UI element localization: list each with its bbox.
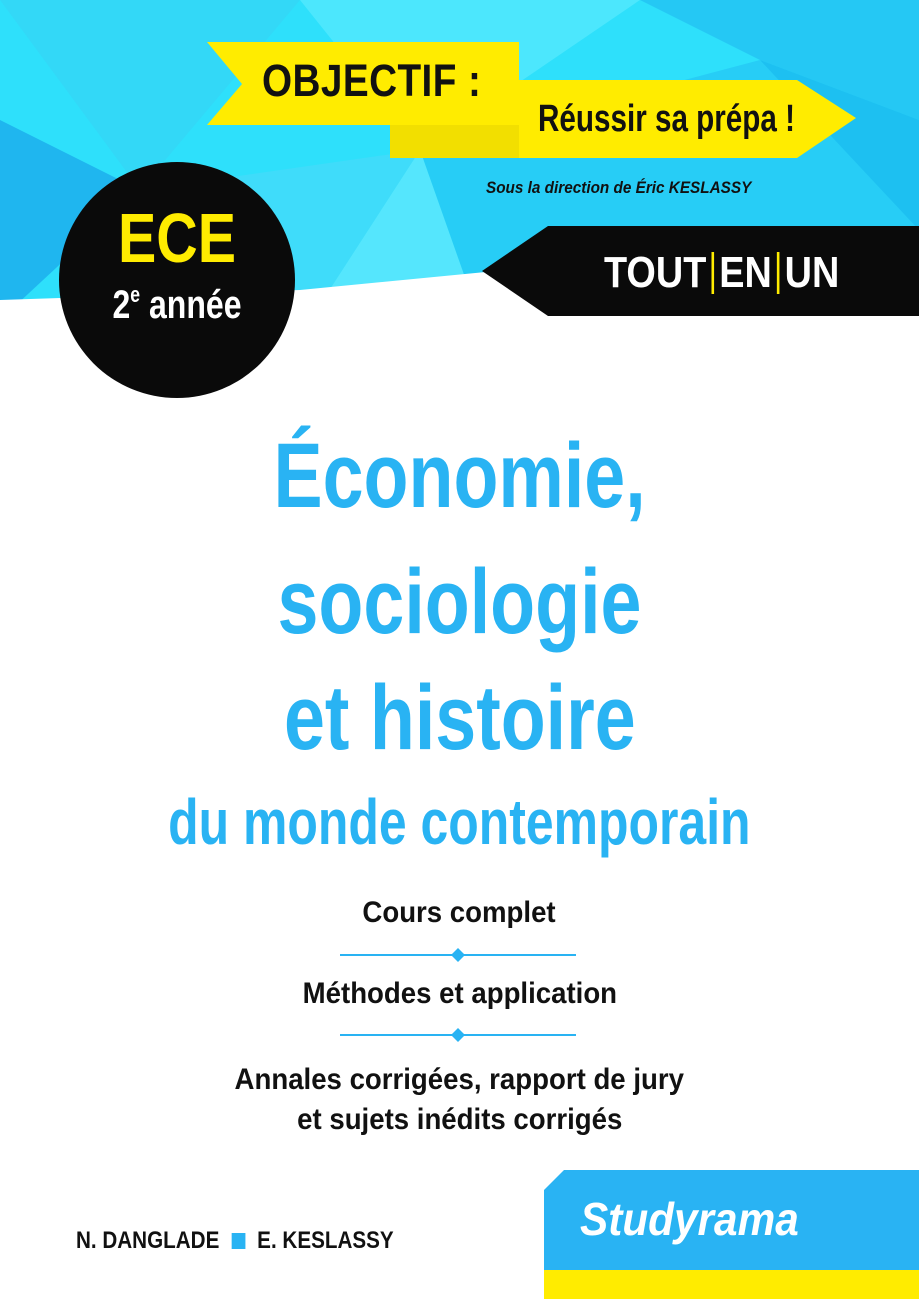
author-2: E. KESLASSY: [257, 1227, 394, 1254]
feature-annales-line-1: Annales corrigées, rapport de jury: [234, 1063, 685, 1096]
divider-diamond: [340, 948, 576, 962]
title-line-1: Économie,: [273, 425, 646, 527]
tagline-label: Réussir sa prépa !: [538, 98, 795, 140]
level-label: ECE: [117, 199, 237, 277]
objectif-label: OBJECTIF :: [262, 55, 482, 106]
author-separator: [231, 1233, 245, 1249]
series-word-un: UN: [784, 248, 840, 297]
title-line-3: et histoire: [283, 667, 636, 769]
series-label: [604, 248, 839, 298]
divider-diamond: [340, 1028, 576, 1042]
author-1: N. DANGLADE: [76, 1227, 220, 1254]
publisher-logo: Studyrama: [580, 1193, 799, 1245]
series-word-tout: TOUT: [604, 248, 707, 297]
series-word-en: EN: [719, 248, 772, 297]
series-separator: [777, 252, 780, 294]
feature-annales-line-2: et sujets inédits corrigés: [296, 1103, 623, 1136]
year-number: 2: [112, 283, 131, 327]
direction-credit: Sous la direction de Éric KESLASSY: [486, 178, 752, 197]
year-label: [83, 282, 272, 328]
subtitle: du monde contemporain: [168, 786, 751, 858]
series-separator: [711, 252, 714, 294]
authors: [76, 1227, 394, 1255]
feature-cours: Cours complet: [362, 896, 557, 929]
year-suffix: e: [130, 282, 141, 307]
feature-methodes: Méthodes et application: [302, 977, 617, 1010]
title-line-2: sociologie: [277, 551, 642, 653]
year-word: année: [149, 283, 242, 327]
